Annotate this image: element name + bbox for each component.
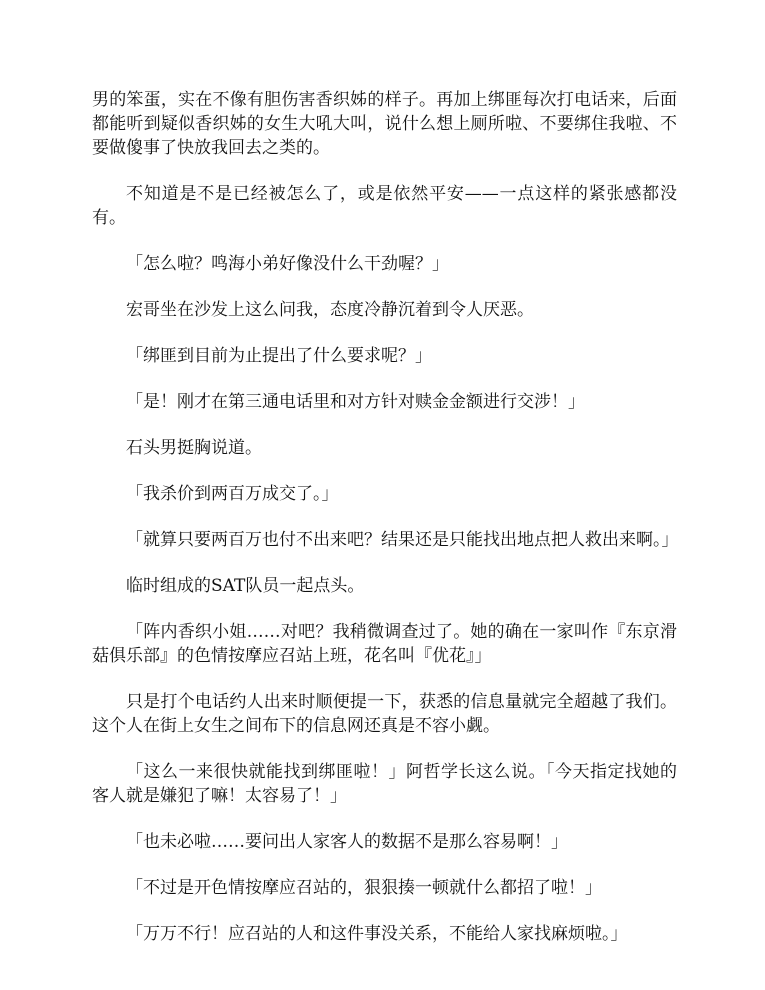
paragraph: 「也未必啦……要问出人家客人的数据不是那么容易啊！」 [126, 832, 568, 852]
paragraph: 「我杀价到两百万成交了。」 [126, 484, 339, 504]
paragraph: 临时组成的SAT队员一起点头。 [126, 576, 365, 596]
paragraph: 「绑匪到目前为止提出了什么要求呢？」 [126, 346, 432, 366]
paragraph: 「这么一来很快就能找到绑匪啦！」阿哲学长这么说。「今天指定找她的客人就是嫌犯了嘛！太容易了！」 [92, 762, 677, 806]
paragraph: 石头男挺胸说道。 [126, 438, 262, 458]
paragraph: 不知道是不是已经被怎么了，或是依然平安——一点这样的紧张感都没有。 [92, 184, 677, 228]
paragraph: 「阵内香织小姐……对吧？我稍微调查过了。她的确在一家叫作『东京滑菇俱乐部』的色情按摩应召站上班，花名叫『优花』」 [92, 622, 677, 666]
paragraph: 「就算只要两百万也付不出来吧？结果还是只能找出地点把人救出来啊。」 [126, 530, 679, 550]
paragraph: 男的笨蛋，实在不像有胆伤害香织姊的样子。再加上绑匪每次打电话来，后面都能听到疑似香织姊的女生大吼大叫，说什么想上厕所啦、不要绑住我啦、不要做傻事了快放我回去之类的。 [92, 90, 677, 158]
paragraph: 宏哥坐在沙发上这么问我，态度冷静沉着到令人厌恶。 [126, 300, 534, 320]
paragraph: 「万万不行！应召站的人和这件事没关系，不能给人家找麻烦啦。」 [126, 924, 628, 944]
paragraph: 「不过是开色情按摩应召站的，狠狠揍一顿就什么都招了啦！」 [126, 878, 602, 898]
paragraph: 「是！刚才在第三通电话里和对方针对赎金金额进行交涉！」 [126, 392, 585, 412]
paragraph: 「怎么啦？鸣海小弟好像没什么干劲喔？」 [126, 254, 449, 274]
document-page [92, 88, 677, 968]
paragraph: 只是打个电话约人出来时顺便提一下，获悉的信息量就完全超越了我们。这个人在街上女生之间布下的信息网还真是不容小觑。 [92, 692, 677, 736]
